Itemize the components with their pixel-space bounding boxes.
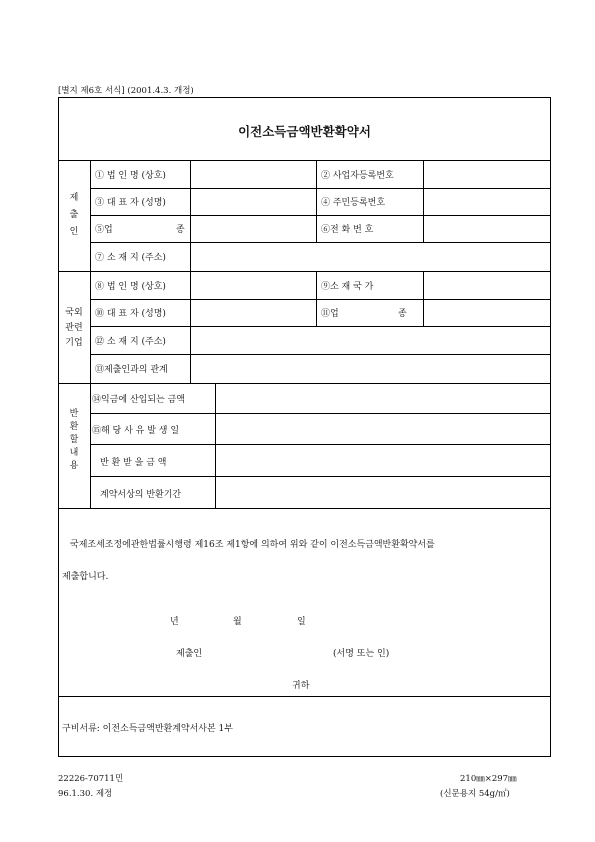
rule (90, 413, 551, 414)
form-reference: [별지 제6호 서식] (2001.4.3. 개정) (58, 86, 194, 96)
submitter-label: 제출인 (176, 649, 203, 659)
signature-label: (서명 또는 인) (333, 649, 390, 659)
field-label-contract-period: 계약서상의 반환기간 (100, 490, 182, 500)
rule (90, 299, 551, 300)
rule (423, 160, 424, 242)
attachment-note: 구비서류: 이전소득금액반환계약서사본 1부 (62, 724, 233, 734)
field-label-biz-reg-no: ② 사업자등록번호 (321, 171, 394, 181)
rule (90, 444, 551, 445)
field-label-address: ⑦ 소 재 지 (주소) (95, 253, 166, 263)
field-label-phone: ⑥전 화 번 호 (321, 225, 374, 235)
rule (90, 188, 551, 189)
field-label-corp-name: ① 법 인 명 (상호) (95, 171, 166, 181)
field-label-representative: ③ 대 표 자 (성명) (95, 198, 166, 208)
field-label-reason-date: ⑮해 당 사 유 발 생 일 (92, 426, 180, 436)
field-label-foreign-country: ⑨소 재 국 가 (321, 282, 374, 292)
field-label-foreign-address: ⑫ 소 재 지 (주소) (95, 337, 166, 347)
field-label-resident-reg-no: ④ 주민등록번호 (321, 198, 386, 208)
field-label-refund-amount: 반 환 받 을 금 액 (100, 458, 167, 468)
declaration-line-1: 국제조세조정에관한법률시행령 제16조 제1항에 의하여 위와 같이 이전소득금액반환확약서를 (70, 540, 435, 550)
rule (90, 242, 551, 243)
footer-size: 210㎜×297㎜ (460, 774, 517, 784)
declaration-line-2: 제출합니다. (62, 572, 109, 582)
rule (58, 271, 551, 272)
rule (90, 354, 551, 355)
section-label-submitter: 제 출 인 (69, 193, 79, 237)
footer-paper: (신문용지 54g/㎡) (440, 789, 510, 799)
rule (190, 160, 191, 271)
addressee-label: 귀하 (292, 681, 310, 691)
rule (90, 326, 551, 327)
rule (58, 383, 551, 384)
rule (90, 215, 551, 216)
rule (423, 271, 424, 326)
rule (58, 696, 551, 697)
rule (90, 160, 91, 508)
rule (316, 160, 317, 242)
field-label-foreign-representative: ⑩ 대 표 자 (성명) (95, 309, 166, 319)
field-label-business-type-suffix: 종 (176, 225, 185, 235)
field-label-foreign-business-type: ⑪업 (321, 309, 339, 319)
field-label-income-amount: ⑭익금에 산입되는 금액 (92, 395, 185, 405)
date-year-label: 년 (170, 617, 179, 627)
rule (190, 271, 191, 383)
date-day-label: 일 (297, 617, 306, 627)
section-label-refund: 반 환 할 내 용 (69, 409, 79, 471)
footer-date: 96.1.30. 제정 (58, 789, 113, 799)
field-label-business-type: ⑤업 (95, 225, 113, 235)
rule (316, 271, 317, 326)
rule (215, 383, 216, 508)
date-month-label: 월 (233, 617, 242, 627)
page-title: 이전소득금액반환확약서 (238, 124, 371, 139)
field-label-foreign-corp-name: ⑧ 법 인 명 (상호) (95, 282, 166, 292)
section-label-foreign: 국외 관련 기업 (65, 308, 83, 348)
rule (58, 160, 551, 161)
field-label-relation: ⑬제출인과의 관계 (95, 365, 168, 375)
rule (90, 476, 551, 477)
rule (58, 508, 551, 509)
footer-code: 22226-70711민 (58, 774, 124, 784)
field-label-foreign-business-type-suffix: 종 (398, 309, 407, 319)
